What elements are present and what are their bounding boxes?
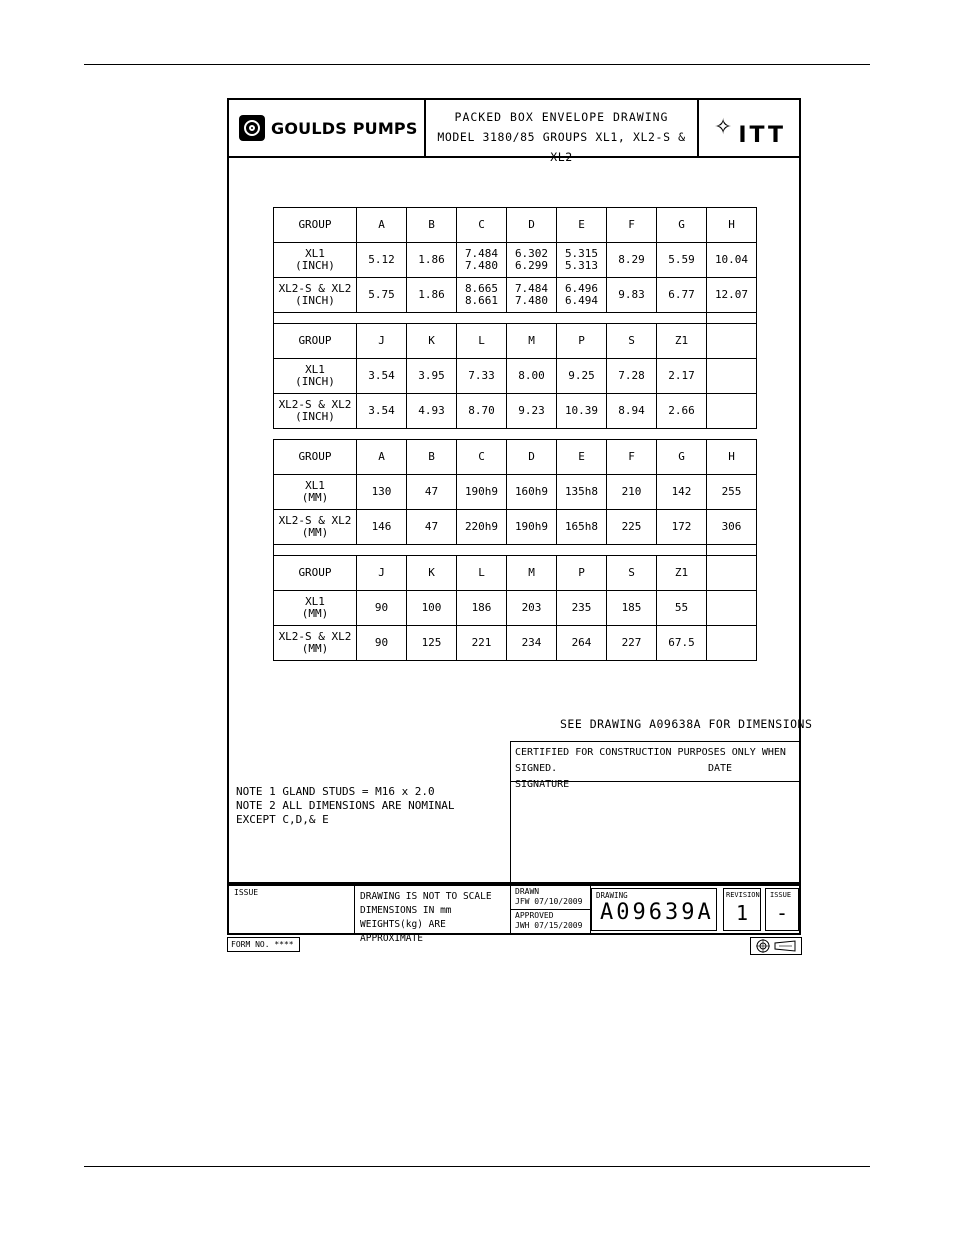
certification-box: [510, 741, 801, 884]
value-text: 5.313: [564, 259, 599, 272]
value-text: 264: [571, 636, 592, 649]
value-text: 90: [374, 636, 389, 649]
date-label: DATE: [708, 763, 733, 774]
drawing-number-box: [591, 888, 717, 931]
value-text: 90: [374, 601, 389, 614]
group-label: XL2-S & XL2: [278, 398, 352, 411]
issue-box: [765, 888, 799, 931]
issue-cell: ISSUE: [229, 886, 355, 933]
value-text: 160h9: [514, 485, 549, 498]
revision-box: [723, 888, 761, 931]
value-cell: [557, 278, 607, 313]
header-cell: Z1: [657, 556, 707, 591]
value-text: 47: [424, 520, 439, 533]
itt-logo: [699, 100, 801, 156]
value-cell: [557, 394, 607, 429]
inch-dimension-table: [273, 207, 757, 429]
header-cell: D: [507, 440, 557, 475]
spacer-row: [274, 545, 757, 556]
value-text: 9.83: [618, 288, 645, 301]
header-cell: F: [607, 208, 657, 243]
value-text: 10.04: [714, 253, 749, 266]
header-cell: [707, 556, 757, 591]
value-cell: [357, 278, 407, 313]
spacer-cell: [274, 313, 707, 324]
value-text: 9.25: [568, 369, 595, 382]
table-row: [274, 359, 757, 394]
header-cell: G: [657, 208, 707, 243]
value-cell: [507, 394, 557, 429]
value-cell: [457, 359, 507, 394]
value-cell: [407, 510, 457, 545]
approved-value: JWH 07/15/2009: [515, 921, 583, 930]
scale-line: DIMENSIONS IN mm: [360, 905, 452, 916]
certification-text: CERTIFIED FOR CONSTRUCTION PURPOSES ONLY WHEN SIGNED.: [515, 747, 786, 774]
value-cell: [407, 626, 457, 661]
header-cell: B: [407, 208, 457, 243]
value-text: 5.75: [368, 288, 395, 301]
header-cell: L: [457, 556, 507, 591]
value-text: 7.484: [464, 247, 499, 260]
value-text: 306: [721, 520, 742, 533]
projection-cone-icon: [774, 940, 796, 952]
value-text: 8.70: [468, 404, 495, 417]
value-text: 3.54: [368, 404, 395, 417]
value-cell: [357, 394, 407, 429]
value-cell: [707, 591, 757, 626]
value-cell: [357, 359, 407, 394]
value-text: 47: [424, 485, 439, 498]
header-cell: K: [407, 324, 457, 359]
group-label: XL1: [305, 363, 325, 376]
table-header-row: [274, 440, 757, 475]
header-cell: C: [457, 440, 507, 475]
value-text: 135h8: [564, 485, 599, 498]
value-cell: [507, 510, 557, 545]
value-text: 225: [621, 520, 642, 533]
value-text: 6.302: [514, 247, 549, 260]
value-text: 6.299: [514, 259, 549, 272]
table-header-row: [274, 556, 757, 591]
value-text: 203: [521, 601, 542, 614]
group-label: (INCH): [295, 410, 335, 423]
note-line: NOTE 2 ALL DIMENSIONS ARE NOMINAL: [236, 799, 455, 812]
projection-symbol: [750, 937, 802, 955]
value-text: 9.23: [518, 404, 545, 417]
group-cell: [274, 510, 357, 545]
group-cell: [274, 359, 357, 394]
table-row: [274, 591, 757, 626]
value-text: 7.28: [618, 369, 645, 382]
value-text: 6.496: [564, 282, 599, 295]
value-cell: [507, 475, 557, 510]
value-cell: [707, 394, 757, 429]
value-cell: [457, 475, 507, 510]
value-cell: [607, 510, 657, 545]
table-row: [274, 243, 757, 278]
certification-header: [511, 742, 801, 790]
value-cell: [607, 626, 657, 661]
value-cell: [657, 626, 707, 661]
issue-value: -: [775, 901, 789, 925]
value-cell: [357, 626, 407, 661]
header-cell: A: [357, 208, 407, 243]
header-cell: J: [357, 324, 407, 359]
value-cell: [607, 591, 657, 626]
group-cell: [274, 475, 357, 510]
value-cell: [507, 359, 557, 394]
value-text: 221: [471, 636, 492, 649]
form-number: FORM NO. ****: [227, 937, 300, 952]
drawn-field: [511, 886, 590, 909]
revision-label: REVISION: [726, 891, 760, 899]
value-cell: [407, 243, 457, 278]
group-label: (INCH): [295, 294, 335, 307]
value-cell: [457, 626, 507, 661]
value-text: 100: [421, 601, 442, 614]
group-label: (INCH): [295, 375, 335, 388]
goulds-logo: [229, 100, 426, 156]
value-cell: [707, 475, 757, 510]
header-cell: P: [557, 324, 607, 359]
spacer-row: [274, 313, 757, 324]
group-label: XL2-S & XL2: [278, 514, 352, 527]
group-cell: [274, 591, 357, 626]
header-cell: GROUP: [274, 556, 357, 591]
approved-label: APPROVED: [515, 911, 554, 920]
drawing-number: A09639A: [600, 900, 714, 925]
value-text: 7.33: [468, 369, 495, 382]
header-cell: [707, 324, 757, 359]
value-text: 130: [371, 485, 392, 498]
header-cell: GROUP: [274, 324, 357, 359]
header-cell: GROUP: [274, 208, 357, 243]
value-cell: [407, 278, 457, 313]
table-row: [274, 510, 757, 545]
value-text: 4.93: [418, 404, 445, 417]
value-text: 6.494: [564, 294, 599, 307]
header-cell: E: [557, 440, 607, 475]
value-cell: [557, 510, 607, 545]
note-line: NOTE 1 GLAND STUDS = M16 x 2.0: [236, 785, 435, 798]
notes-block: [236, 785, 455, 827]
value-cell: [557, 626, 607, 661]
group-label: (MM): [301, 491, 329, 504]
value-text: 8.29: [618, 253, 645, 266]
value-cell: [457, 394, 507, 429]
header-cell: J: [357, 556, 407, 591]
value-cell: [557, 591, 607, 626]
group-label: (MM): [301, 642, 329, 655]
value-text: 7.480: [464, 259, 499, 272]
header-cell: B: [407, 440, 457, 475]
value-text: 5.12: [368, 253, 395, 266]
value-text: 255: [721, 485, 742, 498]
value-text: 5.59: [668, 253, 695, 266]
drawing-label: DRAWING: [596, 891, 628, 900]
value-text: 8.00: [518, 369, 545, 382]
value-text: 12.07: [714, 288, 749, 301]
group-label: XL1: [305, 247, 325, 260]
scale-line: DRAWING IS NOT TO SCALE: [360, 891, 492, 902]
value-cell: [507, 626, 557, 661]
value-cell: [707, 626, 757, 661]
header-cell: GROUP: [274, 440, 357, 475]
header-cell: F: [607, 440, 657, 475]
value-text: 3.54: [368, 369, 395, 382]
value-cell: [457, 591, 507, 626]
group-cell: [274, 394, 357, 429]
value-text: 10.39: [564, 404, 599, 417]
table-row: [274, 394, 757, 429]
group-label: XL2-S & XL2: [278, 282, 352, 295]
value-text: 1.86: [418, 288, 445, 301]
value-cell: [407, 475, 457, 510]
value-cell: [657, 394, 707, 429]
spacer-cell: [707, 545, 757, 556]
goulds-logo-icon: [239, 115, 265, 141]
header-cell: S: [607, 556, 657, 591]
company-name: GOULDS PUMPS: [271, 118, 418, 138]
value-text: 185: [621, 601, 642, 614]
value-text: 5.315: [564, 247, 599, 260]
value-cell: [657, 243, 707, 278]
value-cell: [407, 394, 457, 429]
value-cell: [607, 475, 657, 510]
value-text: 67.5: [668, 636, 695, 649]
value-cell: [457, 510, 507, 545]
value-text: 2.66: [668, 404, 695, 417]
value-text: 6.77: [668, 288, 695, 301]
see-drawing-note: SEE DRAWING A09638A FOR DIMENSIONS: [560, 717, 813, 731]
value-cell: [657, 359, 707, 394]
header-cell: M: [507, 556, 557, 591]
value-text: 1.86: [418, 253, 445, 266]
value-cell: [657, 510, 707, 545]
drawing-header: [229, 100, 799, 164]
revision-value: 1: [735, 901, 749, 925]
scale-note: [355, 886, 511, 944]
group-label: (MM): [301, 607, 329, 620]
group-label: XL1: [305, 479, 325, 492]
value-text: 8.665: [464, 282, 499, 295]
value-text: 210: [621, 485, 642, 498]
table-row: [274, 475, 757, 510]
group-cell: [274, 626, 357, 661]
value-cell: [407, 359, 457, 394]
value-text: 2.17: [668, 369, 695, 382]
header-cell: K: [407, 556, 457, 591]
header-cell: Z1: [657, 324, 707, 359]
group-label: (MM): [301, 526, 329, 539]
value-text: 165h8: [564, 520, 599, 533]
note-line: EXCEPT C,D,& E: [236, 813, 329, 826]
group-label: XL1: [305, 595, 325, 608]
value-cell: [507, 278, 557, 313]
group-cell: [274, 243, 357, 278]
value-cell: [707, 243, 757, 278]
value-text: 7.480: [514, 294, 549, 307]
top-rule: [84, 64, 870, 65]
value-text: 3.95: [418, 369, 445, 382]
value-text: 142: [671, 485, 692, 498]
value-text: 8.94: [618, 404, 645, 417]
value-cell: [657, 591, 707, 626]
group-label: XL2-S & XL2: [278, 630, 352, 643]
issue-box-label: ISSUE: [770, 891, 792, 899]
title-line-1: PACKED BOX ENVELOPE DRAWING: [454, 110, 669, 124]
drawing-title: [426, 100, 699, 164]
projection-circle-icon: [756, 939, 770, 953]
value-cell: [557, 243, 607, 278]
value-text: 235: [571, 601, 592, 614]
value-text: 190h9: [514, 520, 549, 533]
value-cell: [607, 278, 657, 313]
header-cell: P: [557, 556, 607, 591]
header-cell: H: [707, 440, 757, 475]
value-cell: [607, 359, 657, 394]
header-cell: D: [507, 208, 557, 243]
value-cell: [357, 591, 407, 626]
group-cell: [274, 278, 357, 313]
value-cell: [507, 591, 557, 626]
value-cell: [507, 243, 557, 278]
value-text: 234: [521, 636, 542, 649]
value-cell: [357, 243, 407, 278]
mm-dimension-table: [273, 439, 757, 661]
itt-logo-icon: ✧: [713, 115, 733, 140]
scale-line: WEIGHTS(kg) ARE APPROXIMATE: [360, 919, 446, 944]
signature-label: SIGNATURE: [515, 779, 570, 790]
header-cell: M: [507, 324, 557, 359]
value-text: 220h9: [464, 520, 499, 533]
value-cell: [357, 510, 407, 545]
value-cell: [407, 591, 457, 626]
value-text: 227: [621, 636, 642, 649]
value-cell: [457, 243, 507, 278]
value-cell: [657, 278, 707, 313]
table-row: [274, 626, 757, 661]
group-label: (INCH): [295, 259, 335, 272]
value-text: 7.484: [514, 282, 549, 295]
header-cell: G: [657, 440, 707, 475]
title-line-2: MODEL 3180/85 GROUPS XL1, XL2-S & XL2: [437, 130, 686, 164]
header-cell: L: [457, 324, 507, 359]
value-cell: [707, 278, 757, 313]
value-cell: [607, 394, 657, 429]
header-cell: C: [457, 208, 507, 243]
value-cell: [557, 359, 607, 394]
approved-field: [511, 909, 590, 932]
value-text: 55: [674, 601, 689, 614]
bottom-rule: [84, 1166, 870, 1167]
spacer-cell: [274, 545, 707, 556]
drawn-approved-cell: [511, 886, 591, 933]
header-cell: E: [557, 208, 607, 243]
value-text: 125: [421, 636, 442, 649]
drawn-value: JFW 07/10/2009: [515, 897, 583, 906]
value-cell: [457, 278, 507, 313]
table-row: [274, 278, 757, 313]
value-text: 190h9: [464, 485, 499, 498]
value-text: 8.661: [464, 294, 499, 307]
header-cell: H: [707, 208, 757, 243]
spacer-cell: [707, 313, 757, 324]
table-header-row: [274, 208, 757, 243]
value-cell: [357, 475, 407, 510]
drawn-label: DRAWN: [515, 887, 540, 896]
table-header-row: [274, 324, 757, 359]
value-cell: [707, 510, 757, 545]
value-text: 172: [671, 520, 692, 533]
value-cell: [707, 359, 757, 394]
title-block: [227, 884, 801, 944]
value-cell: [657, 475, 707, 510]
value-text: 186: [471, 601, 492, 614]
header-cell: S: [607, 324, 657, 359]
value-cell: [557, 475, 607, 510]
itt-brand: ITT: [738, 122, 787, 148]
value-text: 146: [371, 520, 392, 533]
header-cell: A: [357, 440, 407, 475]
value-cell: [607, 243, 657, 278]
